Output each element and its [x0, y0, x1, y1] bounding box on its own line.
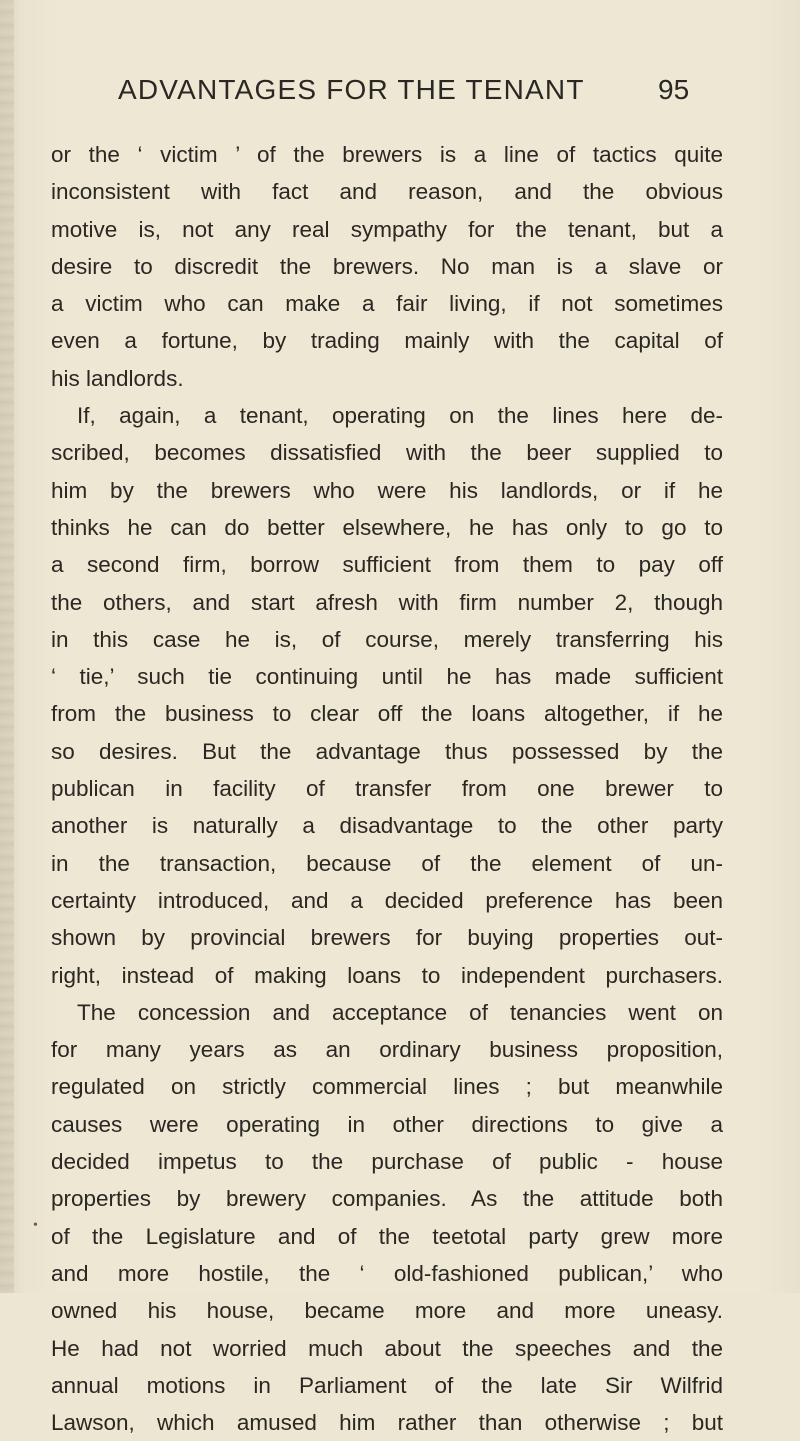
text-line: If, again, a tenant, operating on the lines here de- — [77, 403, 723, 429]
text-line: of the Legislature and of the teetotal party grew more — [51, 1223, 723, 1249]
text-line: another is naturally a disadvantage to the other party — [51, 813, 723, 839]
text-line: and more hostile, the ‘ old-fashioned publican,’ who — [51, 1260, 723, 1286]
paragraph — [51, 994, 723, 1441]
text-line: him by the brewers who were his landlords, or if he — [51, 477, 723, 503]
page-number: 95 — [658, 74, 690, 105]
text-line: for many years as an ordinary business proposition, — [51, 1037, 723, 1063]
text-line: He had not worried much about the speeches and the — [51, 1335, 723, 1361]
text-line: ‘ tie,’ such tie continuing until he has made sufficient — [51, 664, 723, 690]
running-head-title: ADVANTAGES FOR THE TENANT — [118, 74, 585, 105]
text-line: or the ‘ victim ’ of the brewers is a line of tactics quite — [51, 142, 723, 167]
text-line: causes were operating in other directions to give a — [51, 1111, 723, 1137]
text-line: even a fortune, by trading mainly with the capital of — [51, 328, 723, 354]
text-line: in the transaction, because of the element of un- — [51, 850, 723, 876]
text-line: thinks he can do better elsewhere, he has only to go to — [51, 514, 723, 540]
running-head — [0, 74, 800, 114]
text-line: properties by brewery companies. As the attitude both — [51, 1186, 723, 1212]
text-line: a victim who can make a fair living, if not sometimes — [51, 291, 723, 317]
text-line: in this case he is, of course, merely transferring his — [51, 626, 723, 652]
text-line: regulated on strictly commercial lines ; but meanwhile — [51, 1074, 723, 1100]
page-binding-edge — [0, 0, 14, 1293]
text-line: right, instead of making loans to independent purchasers. — [51, 962, 723, 988]
text-line: shown by provincial brewers for buying properties out- — [51, 925, 723, 951]
text-line: so desires. But the advantage thus possessed by the — [51, 738, 723, 764]
text-line: from the business to clear off the loans altogether, if he — [51, 701, 723, 727]
text-line: motive is, not any real sympathy for the tenant, but a — [51, 216, 723, 242]
body-text — [51, 136, 723, 1441]
text-line: scribed, becomes dissatisfied with the beer supplied to — [51, 440, 723, 466]
text-line: Lawson, which amused him rather than otherwise ; but — [51, 1410, 723, 1436]
text-line: desire to discredit the brewers. No man is a slave or — [51, 253, 723, 279]
text-line: publican in facility of transfer from one brewer to — [51, 776, 723, 802]
page-blemish-mark: • — [33, 1218, 38, 1233]
text-line: decided impetus to the purchase of public - house — [51, 1149, 723, 1175]
text-line: his landlords. — [51, 365, 184, 391]
text-line: inconsistent with fact and reason, and the obvious — [51, 179, 723, 205]
paragraph — [51, 397, 723, 994]
text-line: a second firm, borrow sufficient from them to pay off — [51, 552, 723, 578]
text-line: The concession and acceptance of tenancies went on — [77, 999, 723, 1025]
text-line: owned his house, became more and more uneasy. — [51, 1298, 723, 1324]
text-line: the others, and start afresh with firm number 2, though — [51, 589, 723, 615]
text-line: annual motions in Parliament of the late Sir Wilfrid — [51, 1372, 723, 1398]
text-line: certainty introduced, and a decided preference has been — [51, 887, 723, 913]
paragraph — [51, 136, 723, 397]
